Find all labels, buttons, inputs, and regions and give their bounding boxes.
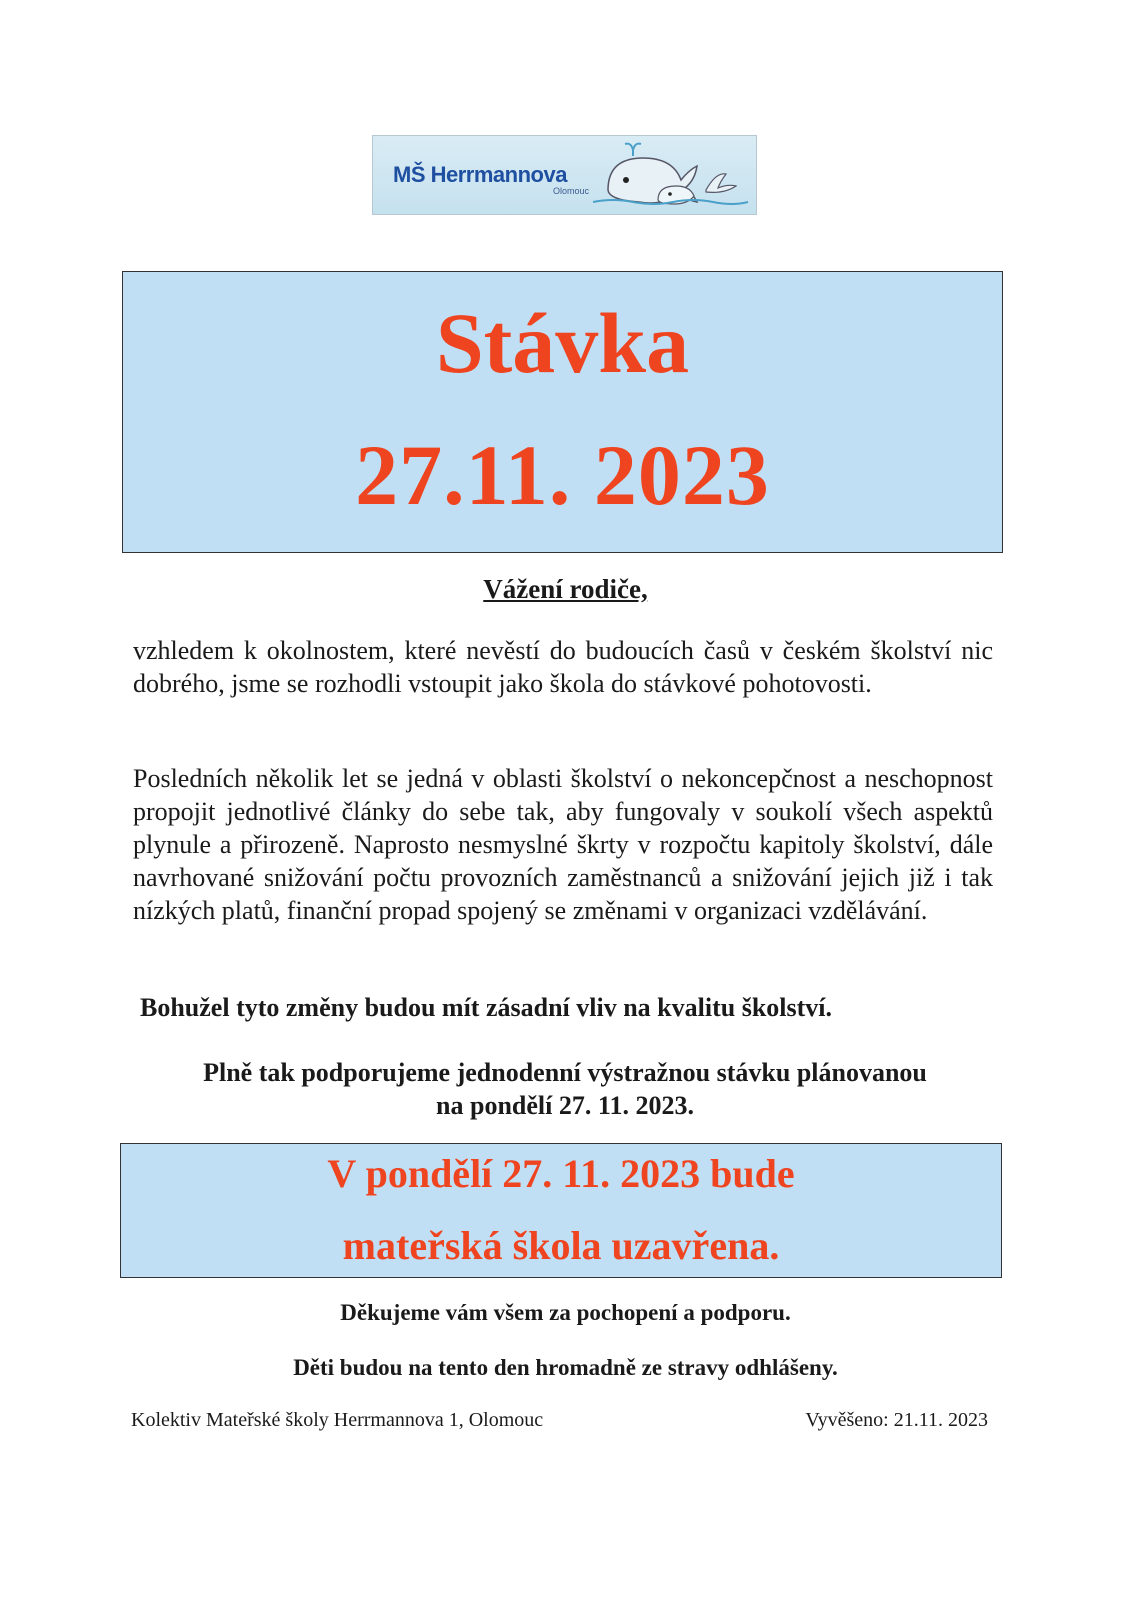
support-statement	[120, 1056, 1010, 1122]
support-line-2: na pondělí 27. 11. 2023.	[436, 1091, 694, 1120]
paragraph-intro: vzhledem k okolnostem, které nevěstí do budoucích časů v českém školství nic dobrého, jsme se rozhodli vstoupit jako škola do stávkové pohotovosti.	[133, 636, 993, 698]
school-logo	[372, 135, 757, 215]
meals-note: Děti budou na tento den hromadně ze stravy odhlášeny.	[293, 1355, 838, 1380]
closure-line-2: mateřská škola uzavřena.	[342, 1223, 780, 1268]
headline-date: 27.11. 2023	[355, 427, 770, 523]
strike-headline-box	[122, 271, 1003, 553]
whale-icon	[588, 138, 753, 213]
thanks-text: Děkujeme vám všem za pochopení a podporu.	[340, 1300, 791, 1325]
impact-statement: Bohužel tyto změny budou mít zásadní vliv na kvalitu školství.	[140, 993, 832, 1022]
greeting: Vážení rodiče,	[483, 574, 648, 604]
logo-name: MŠ Herrmannova	[393, 162, 567, 187]
signature: Kolektiv Mateřské školy Herrmannova 1, Olomouc	[131, 1409, 544, 1431]
posted-date: Vyvěšeno: 21.11. 2023	[805, 1409, 988, 1431]
headline-title: Stávka	[435, 295, 690, 391]
closure-line-1: V pondělí 27. 11. 2023 bude	[327, 1151, 795, 1196]
paragraph-reasons: Posledních několik let se jedná v oblasti školství o nekoncepčnost a neschopnost propojit jednotlivé články do sebe tak, aby fungovaly v soukolí všech aspektů plynule a přirozeně. Naprosto nesmyslné škrty v rozpočtu kapitoly školství, dále navrhované snižování počtu provozních zaměstnanců a snižování jejich již i tak nízkých platů, finanční propad spojený se změnami v organizaci vzdělávání.	[133, 764, 993, 925]
logo-city: Olomouc	[553, 186, 590, 196]
support-line-1: Plně tak podporujeme jednodenní výstražnou stávku plánovanou	[203, 1058, 927, 1087]
closure-box	[120, 1143, 1002, 1278]
